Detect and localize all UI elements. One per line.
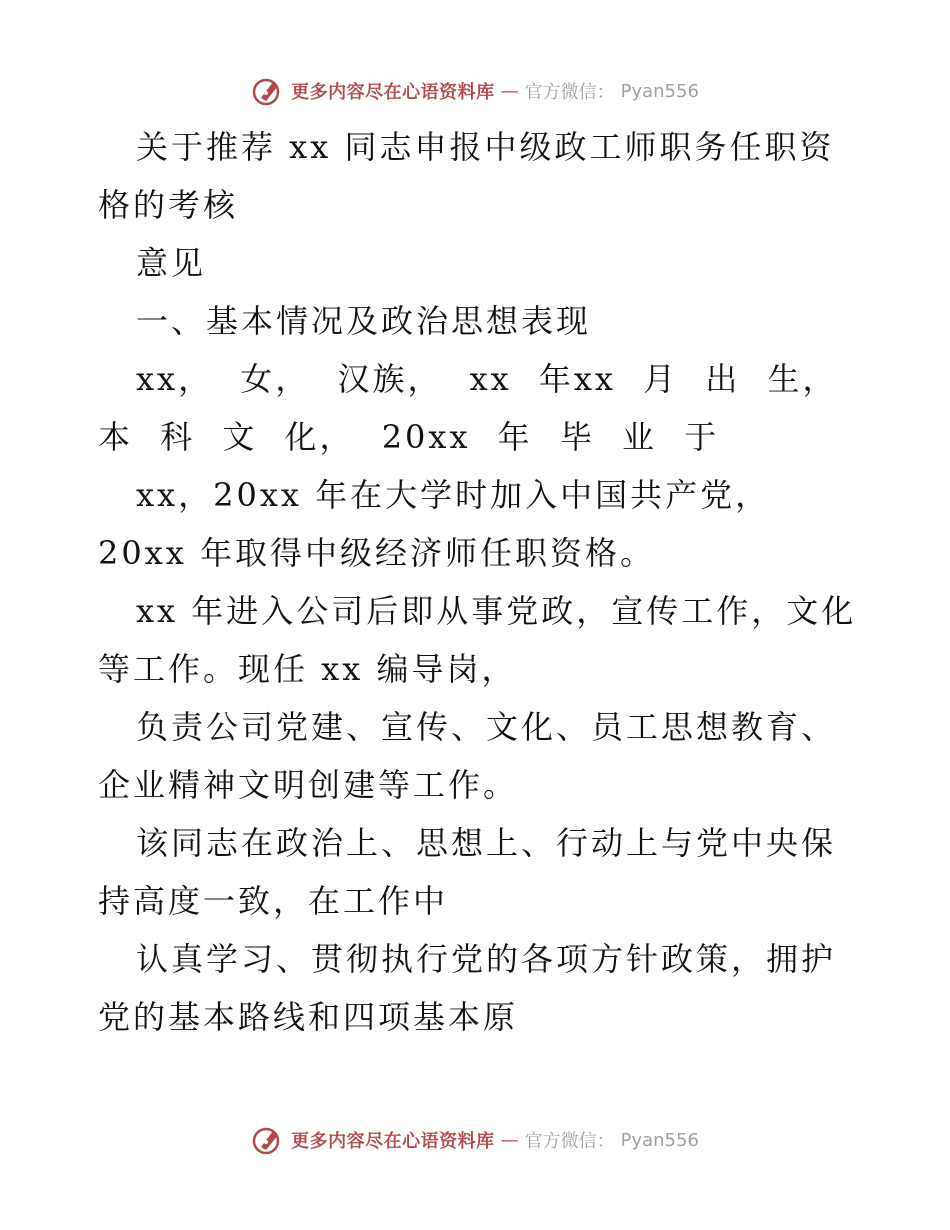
- document-body: [98, 118, 858, 1046]
- document-title-line1: 关于推荐 xx 同志申报中级政工师职务任职资格的考核: [98, 128, 835, 224]
- banner-separator: —: [500, 1129, 519, 1151]
- banner-wechat-id: Pyan556: [620, 1129, 699, 1151]
- banner-separator: —: [500, 80, 519, 102]
- paragraph: 负责公司党建、宣传、文化、员工思想教育、企业精神文明创建等工作。: [98, 708, 837, 804]
- banner-wechat-id: Pyan556: [620, 80, 699, 102]
- document-title-line2: 意见: [136, 244, 207, 282]
- banner-contact-label: 官方微信：: [524, 82, 615, 103]
- pen-nib-circle-icon: [251, 1123, 285, 1157]
- section-heading: 一、基本情况及政治思想表现: [136, 302, 592, 340]
- header-banner: [0, 71, 950, 111]
- footer-banner: [0, 1120, 950, 1160]
- paragraph: 认真学习、贯彻执行党的各项方针政策，拥护党的基本路线和四项基本原: [98, 940, 837, 1036]
- paragraph: xx， 女， 汉族， xx 年xx 月 出 生， 本 科 文 化， 20xx 年 毕 业 于: [98, 360, 838, 456]
- banner-brand: 更多内容尽在心语资料库: [291, 82, 495, 103]
- paragraph: 该同志在政治上、思想上、行动上与党中央保持高度一致，在工作中: [98, 824, 837, 920]
- banner-brand: 更多内容尽在心语资料库: [291, 1131, 495, 1152]
- paragraph: xx，20xx 年在大学时加入中国共产党，20xx 年取得中级经济师任职资格。: [98, 476, 771, 572]
- pen-nib-circle-icon: [251, 74, 285, 108]
- paragraph: xx 年进入公司后即从事党政，宣传工作，文化等工作。现任 xx 编导岗，: [98, 592, 857, 688]
- banner-contact-label: 官方微信：: [524, 1131, 615, 1152]
